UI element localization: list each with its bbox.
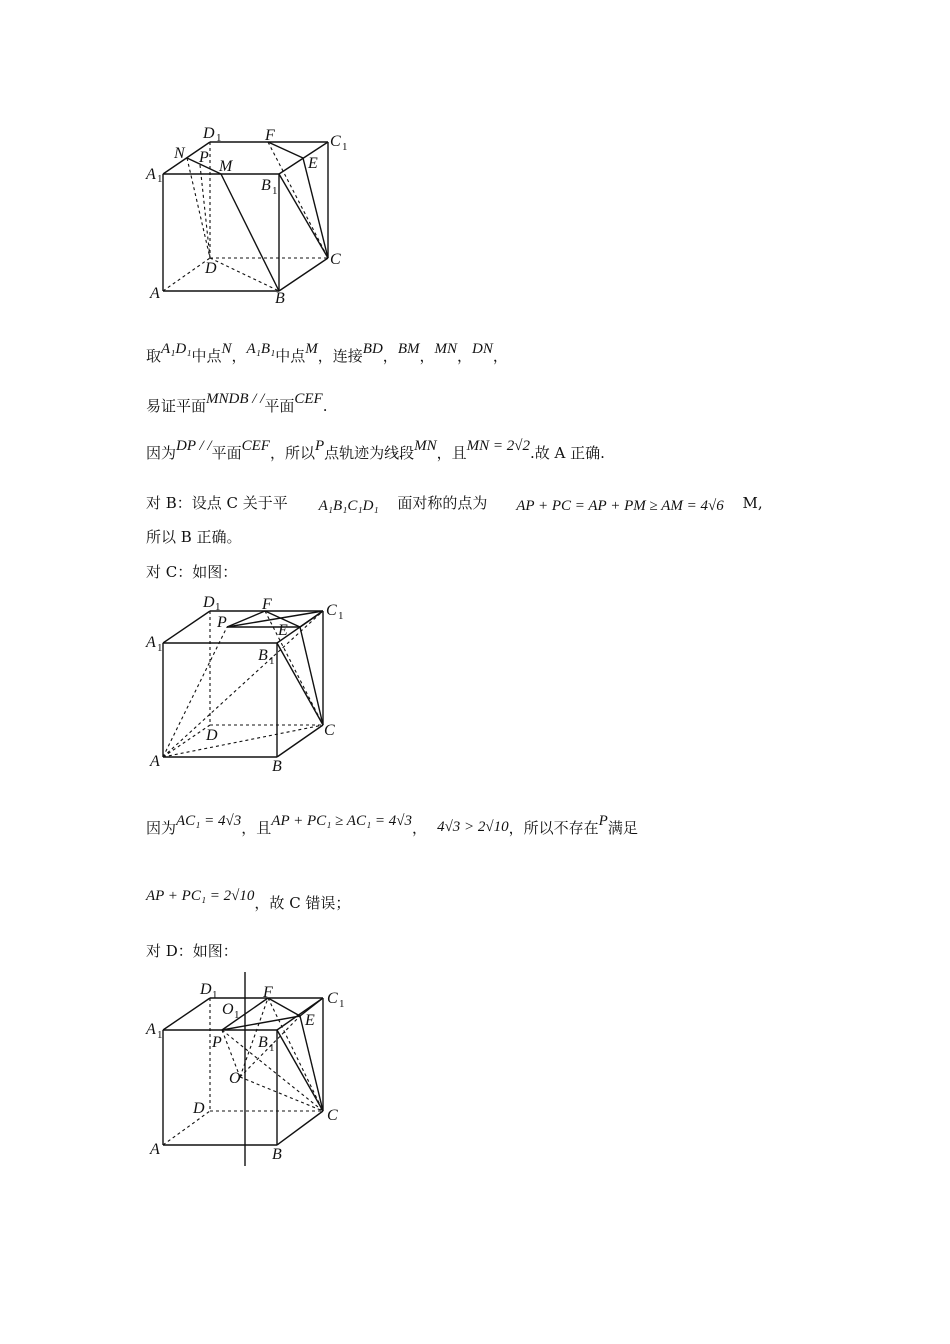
sub-C1: 1 <box>339 998 345 1010</box>
label-A1: A <box>146 634 156 651</box>
label-C1: C <box>327 990 338 1007</box>
sub-A1: 1 <box>157 1029 163 1041</box>
label-B1: B <box>261 177 271 194</box>
figure-1-cube <box>140 118 370 313</box>
label-P: P <box>212 1034 222 1051</box>
text-line-3: 因为DP / /平面CEF，所以P点轨迹为线段MN，且MN = 2√2.故 A 正确. <box>146 438 605 462</box>
label-D1: D <box>203 594 215 611</box>
sub-D1: 1 <box>216 132 222 144</box>
sub-C1: 1 <box>338 610 344 622</box>
sub-B1: 1 <box>269 655 275 667</box>
label-A1: A <box>146 166 156 183</box>
label-A: A <box>150 285 160 302</box>
sub-C1: 1 <box>342 141 348 153</box>
label-C: C <box>327 1107 338 1124</box>
label-M: M <box>219 158 233 175</box>
label-O1: O <box>222 1001 234 1018</box>
label-D: D <box>206 727 218 744</box>
sub-D1: 1 <box>215 601 221 613</box>
label-D: D <box>193 1100 205 1117</box>
label-P: P <box>217 614 227 631</box>
sub-O1: 1 <box>234 1009 240 1021</box>
label-D1: D <box>203 125 215 142</box>
label-E: E <box>278 622 288 639</box>
label-B1: B <box>258 647 268 664</box>
text-line-5: 所以 B 正确。 <box>146 528 242 546</box>
text-line-7: 因为AC₁ = 4√3，且AP + PC₁ ≥ AC₁ = 4√3， 4√3 > 2√10，所以不存在P满足 <box>146 813 638 837</box>
text-line-8: AP + PC₁ = 2√10，故 C 错误； <box>146 888 351 912</box>
sub-D1: 1 <box>212 989 218 1001</box>
sub-A1: 1 <box>157 173 163 185</box>
figure-3-cube <box>140 970 370 1170</box>
label-F: F <box>262 596 272 613</box>
figure-2-cube <box>140 588 370 778</box>
text-line-4: 对 B：设点 C 关于平 A₁B₁C₁D₁ 面对称的点为 AP + PC = AP + PM ≥ AM = 4√6 M, <box>146 494 763 514</box>
label-C: C <box>324 722 335 739</box>
label-E: E <box>305 1012 315 1029</box>
text-line-6: 对 C：如图： <box>146 563 238 581</box>
label-B: B <box>272 758 282 775</box>
sub-B1: 1 <box>269 1042 275 1054</box>
sub-A1: 1 <box>157 642 163 654</box>
sub-B1: 1 <box>272 185 278 197</box>
label-D: D <box>205 260 217 277</box>
label-D1: D <box>200 981 212 998</box>
label-N: N <box>174 145 185 162</box>
label-B1: B <box>258 1034 268 1051</box>
label-C1: C <box>330 133 341 150</box>
label-F: F <box>265 127 275 144</box>
label-B: B <box>275 290 285 307</box>
text-line-2: 易证平面MNDB / /平面CEF. <box>146 391 328 415</box>
label-P: P <box>199 149 209 166</box>
label-C: C <box>330 251 341 268</box>
label-A: A <box>150 753 160 770</box>
label-C1: C <box>326 602 337 619</box>
label-A: A <box>150 1141 160 1158</box>
text-line-9: 对 D：如图： <box>146 942 238 960</box>
label-B: B <box>272 1146 282 1163</box>
text-line-1: 取A₁D₁中点N，A₁B₁中点M，连接BD，BM，MN，DN， <box>146 341 508 365</box>
label-A1: A <box>146 1021 156 1038</box>
label-E: E <box>308 155 318 172</box>
label-O: O <box>229 1070 241 1087</box>
label-F: F <box>263 984 273 1001</box>
